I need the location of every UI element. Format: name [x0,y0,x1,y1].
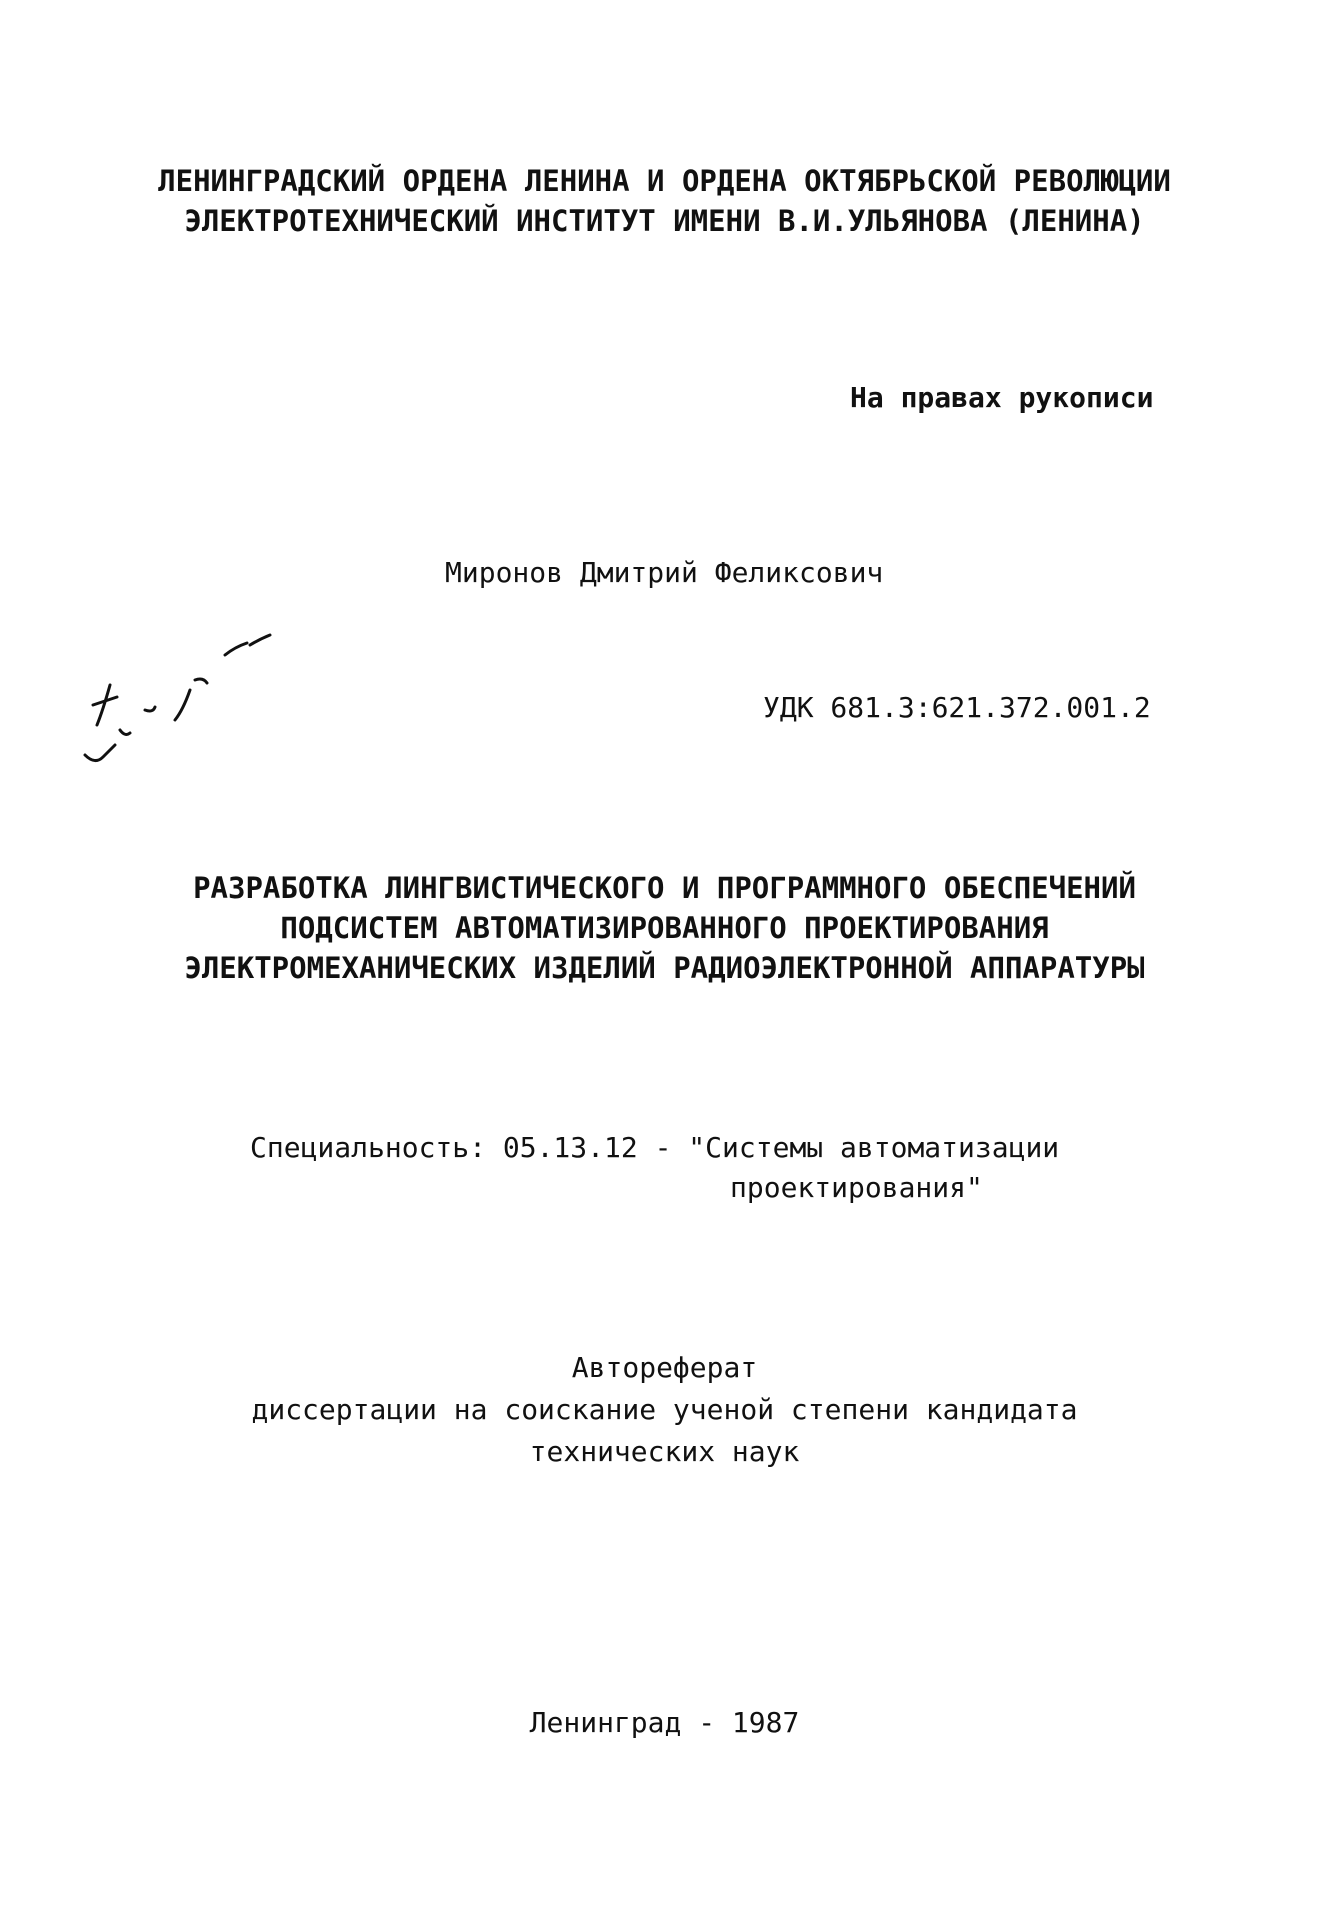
abstract-line-3: технических наук [529,1435,800,1468]
rights-note: На правах рукописи [850,381,1154,414]
author-name: Миронов Дмитрий Феликсович [445,556,884,589]
specialty-line-2: проектирования" [730,1171,983,1204]
specialty-line-1: Специальность: 05.13.12 - "Системы автоматизации [250,1131,1060,1164]
title-line-3: ЭЛЕКТРОМЕХАНИЧЕСКИХ ИЗДЕЛИЙ РАДИОЭЛЕКТРОННОЙ АППАРАТУРЫ [184,951,1145,985]
abstract-heading: Автореферат [571,1351,758,1384]
institution-line-1: ЛЕНИНГРАДСКИЙ ОРДЕНА ЛЕНИНА И ОРДЕНА ОКТЯБРЬСКОЙ РЕВОЛЮЦИИ [158,164,1171,198]
signature-icon [75,625,305,775]
title-line-1: РАЗРАБОТКА ЛИНГВИСТИЧЕСКОГО И ПРОГРАММНОГО ОБЕСПЕЧЕНИЙ [193,871,1136,905]
footer-city-year: Ленинград - 1987 [529,1706,800,1739]
title-line-2: ПОДСИСТЕМ АВТОМАТИЗИРОВАННОГО ПРОЕКТИРОВАНИЯ [280,911,1049,945]
abstract-line-2: диссертации на соискание ученой степени кандидата [251,1393,1078,1426]
udc-code: УДК 681.3:621.372.001.2 [763,691,1151,724]
institution-line-2: ЭЛЕКТРОТЕХНИЧЕСКИЙ ИНСТИТУТ ИМЕНИ В.И.УЛЬЯНОВА (ЛЕНИНА) [184,204,1145,238]
